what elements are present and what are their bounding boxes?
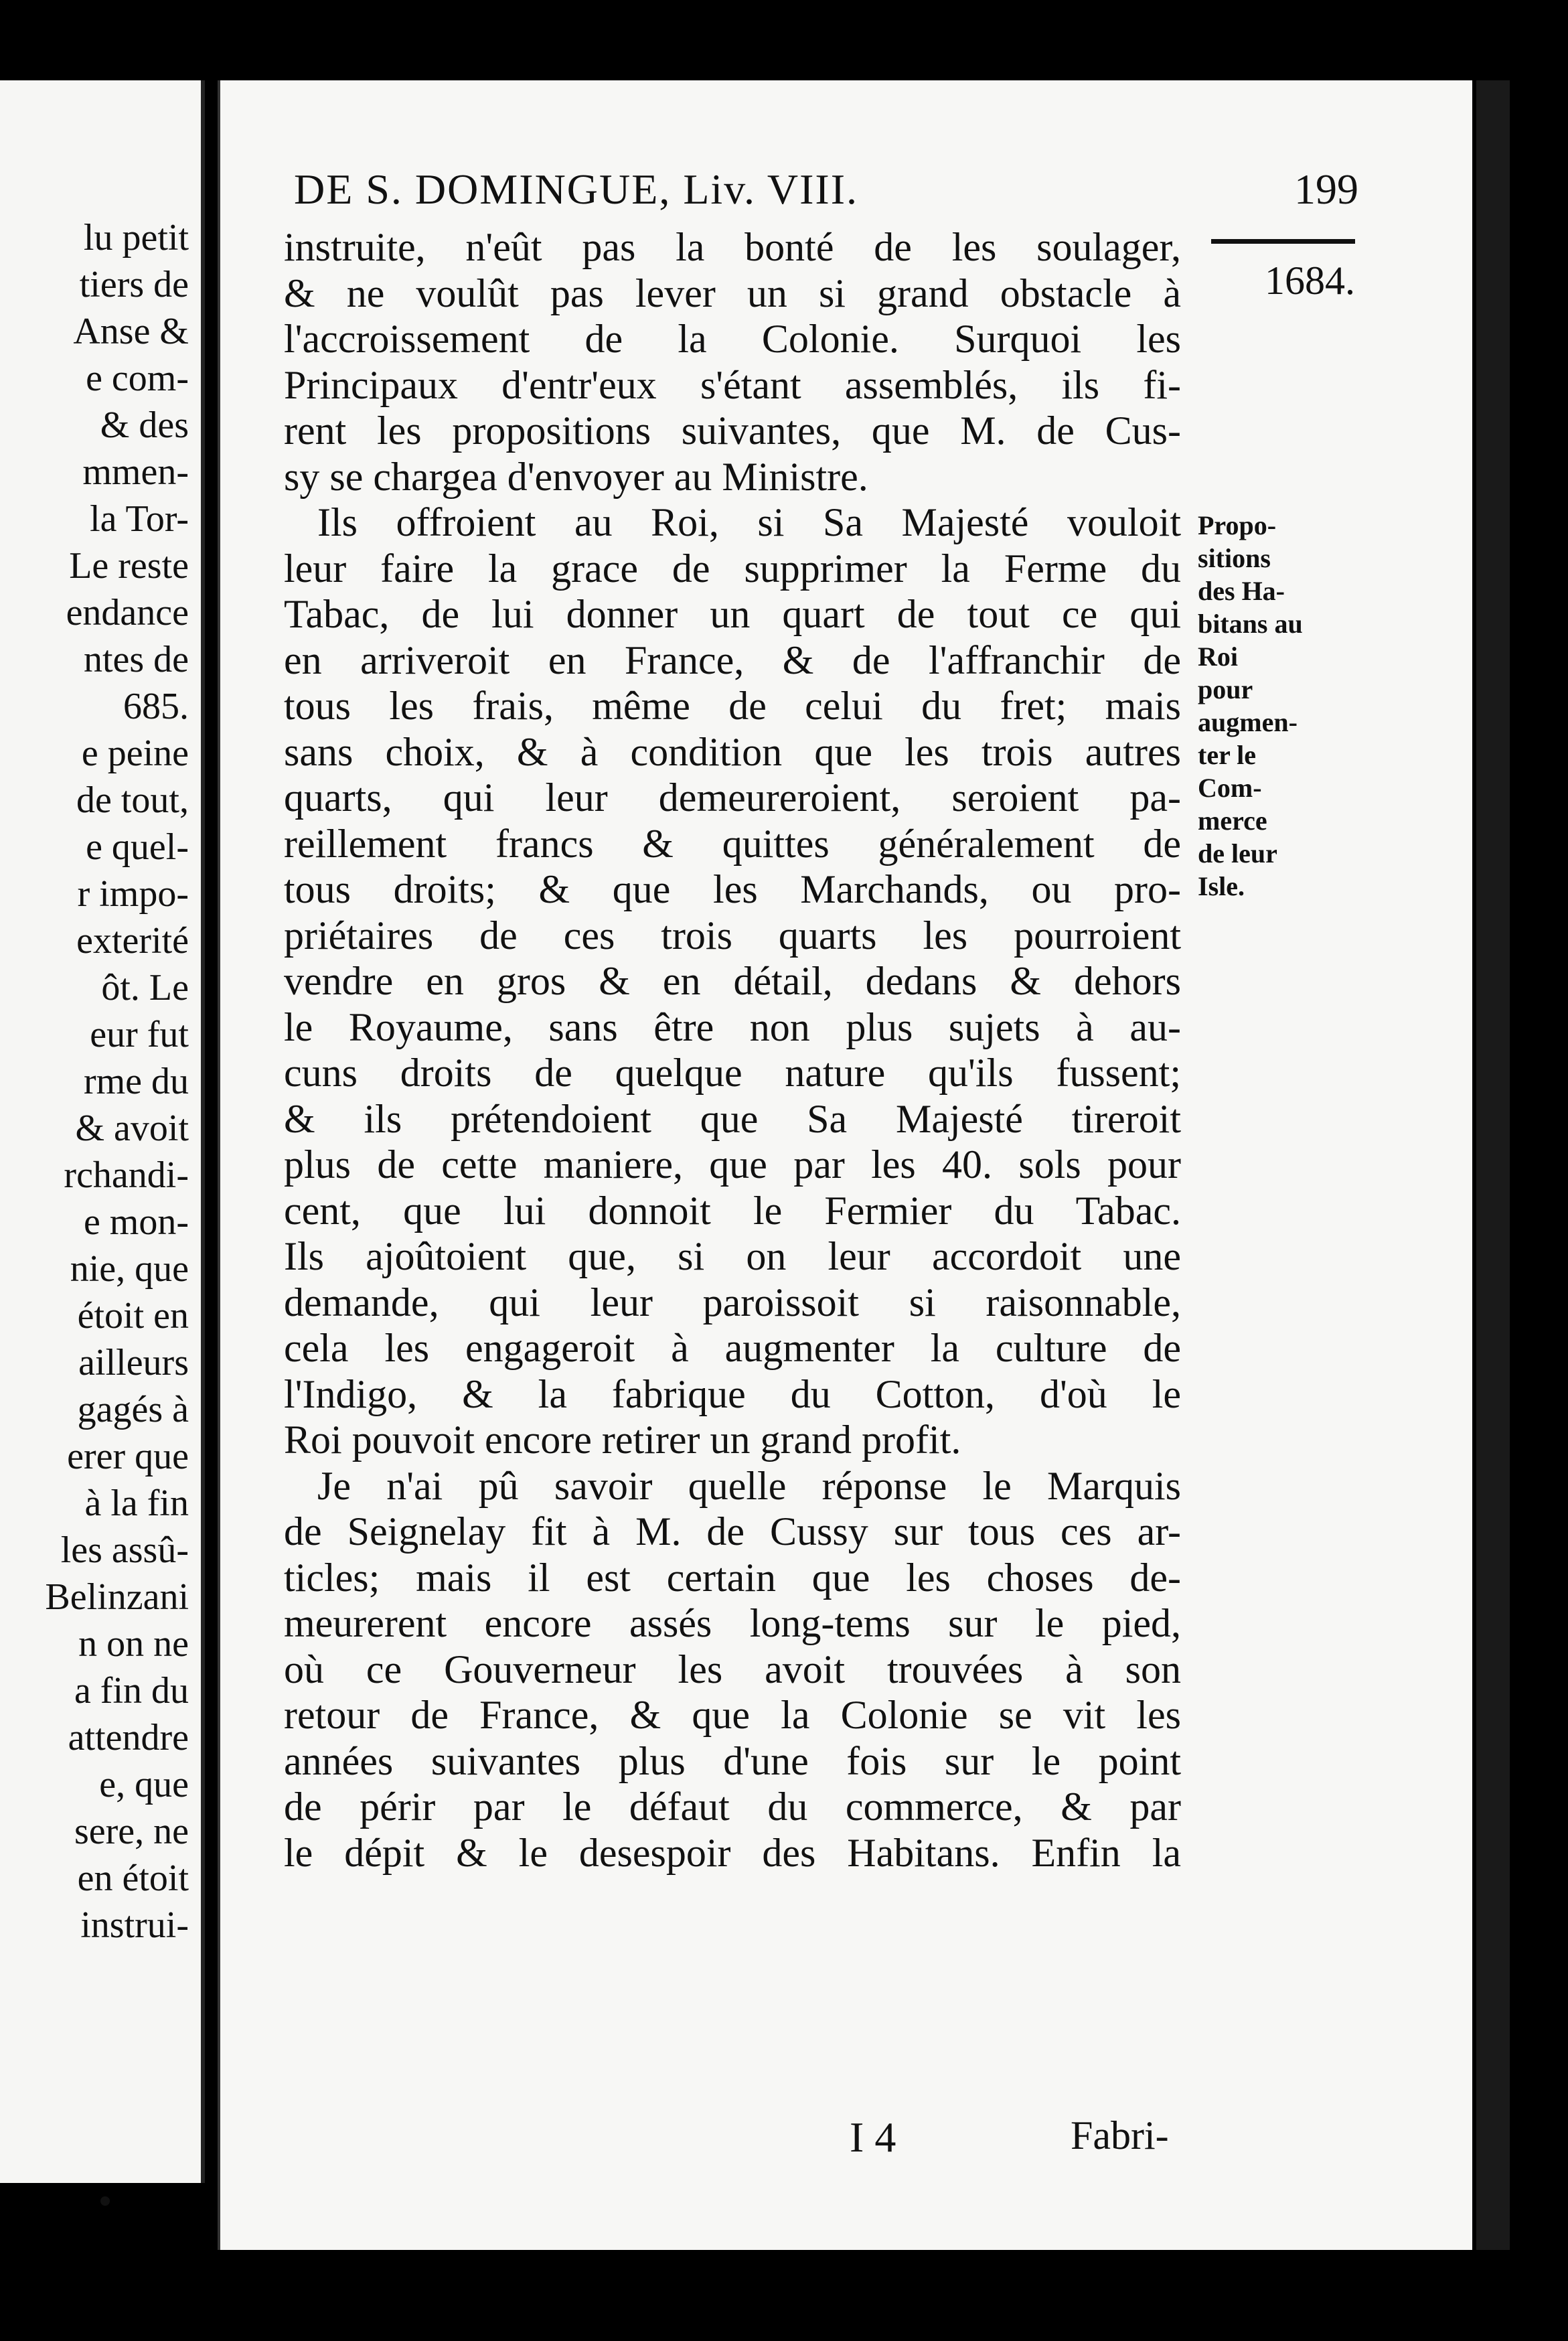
text-line: cuns droits de quelque nature qu'ils fussent;	[284, 1051, 1181, 1095]
margin-note-line: Propo-	[1198, 510, 1277, 540]
facing-page-line: 685.	[123, 686, 189, 727]
margin-note-line: augmen-	[1198, 707, 1298, 737]
facing-page-line: rme du	[83, 1061, 189, 1102]
facing-page-line: en étoit	[77, 1858, 189, 1899]
facing-page-line: ntes de	[83, 639, 189, 680]
facing-page-line: ôt. Le	[101, 967, 189, 1008]
facing-page-line: & avoit	[75, 1108, 189, 1149]
facing-page-line: étoit en	[77, 1295, 189, 1337]
text-line: retour de France, & que la Colonie se vit les	[284, 1693, 1181, 1737]
text-line: & ils prétendoient que Sa Majesté tireroit	[284, 1096, 1181, 1141]
text-line: reillement francs & quittes généralement de	[284, 821, 1181, 866]
facing-page-line: & des	[100, 404, 189, 446]
facing-page-line: la Tor-	[90, 498, 189, 540]
text-line: cent, que lui donnoit le Fermier du Tabac.	[284, 1188, 1181, 1233]
text-line: où ce Gouverneur les avoit trouvées à son	[284, 1647, 1181, 1691]
facing-page-line: nie, que	[70, 1248, 189, 1290]
margin-note-line: Roi	[1198, 641, 1238, 672]
facing-page-line: e quel-	[86, 826, 189, 868]
catchword: Fabri-	[1071, 2113, 1169, 2158]
facing-page-fragment	[0, 80, 205, 2183]
text-line: années suivantes plus d'une fois sur le point	[284, 1738, 1181, 1783]
body-text	[284, 224, 1181, 1876]
facing-page-line: r impo-	[77, 873, 189, 915]
margin-note-line: Com-	[1198, 773, 1262, 803]
running-header	[294, 157, 1365, 221]
ink-dot	[100, 2196, 110, 2206]
facing-page-line: instrui-	[80, 1904, 189, 1946]
text-line: Principaux d'entr'eux s'étant assemblés, ils fi-	[284, 362, 1181, 407]
text-line: priétaires de ces trois quarts les pourroient	[284, 913, 1181, 958]
signature-mark: I 4	[850, 2113, 896, 2161]
margin-note-line: sitions	[1198, 543, 1271, 573]
text-line: Je n'ai pû savoir quelle réponse le Marquis	[317, 1463, 1181, 1508]
margin-note-line: pour	[1198, 674, 1253, 704]
margin-note-line: merce	[1198, 806, 1267, 836]
text-line: instruite, n'eût pas la bonté de les soulager,	[284, 225, 1181, 269]
text-line: tous droits; & que les Marchands, ou pro-	[284, 867, 1181, 911]
page-edge-shadow	[1476, 80, 1510, 2250]
text-line: cela les engageroit à augmenter la culture de	[284, 1326, 1181, 1370]
facing-page-line: e com-	[86, 358, 189, 399]
facing-page-line: eur fut	[90, 1014, 189, 1055]
facing-page-line: n on ne	[78, 1623, 189, 1665]
facing-page-line: lu petit	[83, 217, 189, 258]
margin-note	[1198, 509, 1358, 903]
text-line: Ils ajoûtoient que, si on leur accordoit une	[284, 1234, 1181, 1278]
margin-note-line: bitans au	[1198, 609, 1303, 639]
text-line: leur faire la grace de supprimer la Ferme du	[284, 546, 1181, 591]
text-line: & ne voulût pas lever un si grand obstacle à	[284, 271, 1181, 315]
facing-page-line: rchandi-	[64, 1154, 189, 1196]
facing-page-line: gagés à	[77, 1389, 189, 1430]
facing-page-line: mmen-	[82, 451, 189, 493]
book-page	[218, 80, 1472, 2250]
facing-page-line: Belinzani	[45, 1576, 189, 1618]
facing-page-line: Le reste	[69, 545, 189, 587]
text-line: sans choix, & à condition que les trois autres	[284, 729, 1181, 774]
facing-page-line: Anse &	[73, 311, 189, 352]
text-line: Roi pouvoit encore retirer un grand profit.	[284, 1418, 961, 1462]
facing-page-line: endance	[66, 592, 189, 633]
facing-page-line: à la fin	[84, 1483, 189, 1524]
margin-note-line: de leur	[1198, 838, 1277, 869]
facing-page-line: erer que	[67, 1436, 189, 1477]
facing-page-line: e peine	[81, 733, 189, 774]
facing-page-line: ailleurs	[78, 1342, 189, 1383]
text-line: demande, qui leur paroissoit si raisonnable,	[284, 1280, 1181, 1325]
text-line: Ils offroient au Roi, si Sa Majesté vouloit	[317, 500, 1181, 544]
margin-note-line: des Ha-	[1198, 576, 1285, 606]
page-number: 199	[1294, 165, 1358, 213]
facing-page-line: tiers de	[79, 264, 189, 305]
text-line: en arriveroit en France, & de l'affranchir de	[284, 637, 1181, 682]
text-line: l'accroissement de la Colonie. Surquoi les	[284, 317, 1181, 361]
text-line: sy se chargea d'envoyer au Ministre.	[284, 454, 868, 499]
text-line: meurerent encore assés long-tems sur le pied,	[284, 1601, 1181, 1645]
facing-page-line: les assû-	[60, 1529, 189, 1571]
margin-note-line: ter le	[1198, 740, 1256, 770]
facing-page-line: de tout,	[76, 779, 189, 821]
facing-page-text	[0, 214, 194, 1949]
text-line: tous les frais, même de celui du fret; mais	[284, 684, 1181, 728]
text-line: le dépit & le desespoir des Habitans. Enfin la	[284, 1830, 1181, 1875]
facing-page-line: attendre	[68, 1717, 189, 1758]
text-line: plus de cette maniere, que par les 40. sols pour	[284, 1142, 1181, 1187]
year-rule	[1211, 239, 1355, 244]
text-line: de périr par le défaut du commerce, & par	[284, 1785, 1181, 1829]
facing-page-line: a fin du	[74, 1670, 189, 1712]
facing-page-line: e, que	[99, 1764, 189, 1805]
text-line: l'Indigo, & la fabrique du Cotton, d'où le	[284, 1371, 1181, 1416]
text-line: quarts, qui leur demeureroient, seroient pa-	[284, 775, 1181, 820]
text-line: ticles; mais il est certain que les choses de-	[284, 1555, 1181, 1600]
text-line: rent les propositions suivantes, que M. de Cus-	[284, 408, 1181, 453]
facing-page-line: exterité	[76, 920, 189, 962]
margin-year: 1684.	[1265, 258, 1355, 303]
text-line: Tabac, de lui donner un quart de tout ce qui	[284, 592, 1181, 636]
facing-page-line: sere, ne	[74, 1811, 189, 1852]
text-line: vendre en gros & en détail, dedans & dehors	[284, 959, 1181, 1003]
text-line: de Seignelay fit à M. de Cussy sur tous ces ar-	[284, 1509, 1181, 1554]
facing-page-line: e mon-	[83, 1201, 189, 1243]
text-line: le Royaume, sans être non plus sujets à au-	[284, 1004, 1181, 1049]
running-title: DE S. DOMINGUE, Liv. VIII.	[294, 165, 859, 213]
margin-note-line: Isle.	[1198, 871, 1245, 901]
